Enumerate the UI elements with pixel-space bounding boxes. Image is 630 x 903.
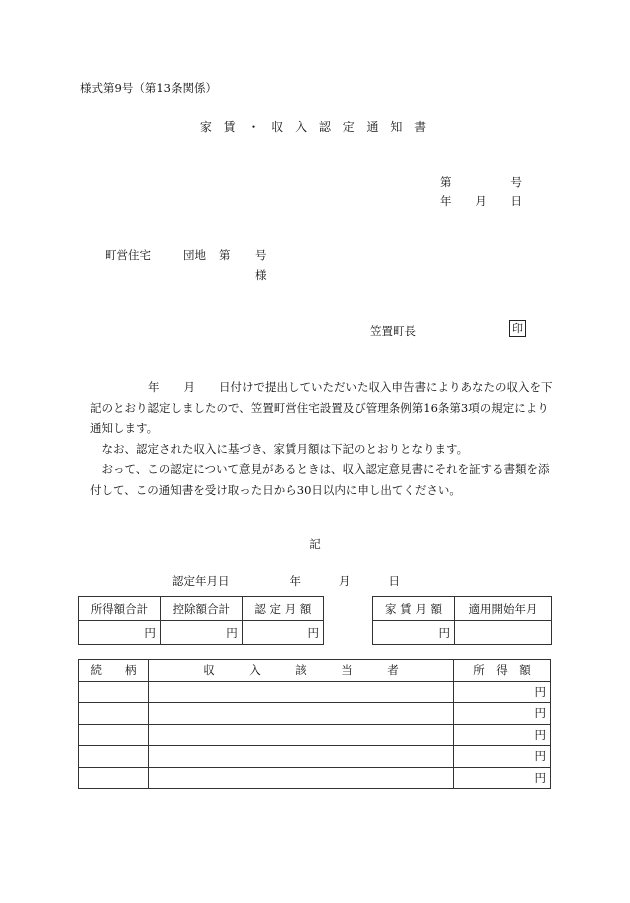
dai-label: 第 [219,248,231,262]
start-month-cell[interactable] [455,621,552,645]
income-amount-header: 所 得 額 [454,660,551,682]
paragraph-1 [90,377,555,439]
month-label: 月 [183,380,195,394]
day-label: 日 [388,574,400,588]
dai-label: 第 [440,175,452,189]
table-row [79,703,551,725]
relationship-cell[interactable] [79,724,149,746]
rent-table [372,596,552,645]
amount-cell[interactable]: 円 [454,703,551,725]
monthly-rent-header: 家 賃 月 額 [373,597,455,621]
household-table [78,659,551,789]
table-row [79,724,551,746]
table-row [79,746,551,768]
year-label: 年 [148,380,160,394]
relationship-cell[interactable] [79,767,149,789]
relationship-cell[interactable] [79,681,149,703]
certification-date-label: 認定年月日 [172,574,230,588]
go-label: 号 [510,175,522,189]
paragraph-1-text: 日付けで提出していただいた収入申告書によりあなたの収入を下記のとおり認定しましたので、笠置町営住宅設置及び管理条例第16条第3項の規定により通知します。 [90,380,553,435]
seal-mark: 印 [509,320,526,337]
amount-cell[interactable]: 円 [454,746,551,768]
monthly-rent-cell[interactable]: 円 [373,621,455,645]
year-label: 年 [440,194,452,208]
year-label: 年 [289,574,301,588]
income-total-cell[interactable]: 円 [79,621,161,645]
issue-date-line [440,193,522,209]
table-row [79,767,551,789]
go-label: 号 [255,248,267,262]
day-label: 日 [510,194,522,208]
person-cell[interactable] [149,746,454,768]
income-person-header: 収 入 該 当 者 [149,660,454,682]
table-row [79,681,551,703]
relationship-cell[interactable] [79,746,149,768]
sama-label: 様 [255,268,267,282]
danchi-label: 団地 [183,248,206,262]
relationship-cell[interactable] [79,703,149,725]
person-cell[interactable] [149,703,454,725]
person-cell[interactable] [149,681,454,703]
page-title: 家 賃 ・ 収 入 認 定 通 知 書 [199,120,431,134]
certified-monthly-header: 認 定 月 額 [242,597,323,621]
start-month-header: 適用開始年月 [455,597,552,621]
deduction-total-cell[interactable]: 円 [160,621,242,645]
recipient-address [105,247,267,263]
amount-cell[interactable]: 円 [454,681,551,703]
paragraph-2: なお、認定された収入に基づき、家賃月額は下記のとおりとなります。 [101,441,469,456]
deduction-total-header: 控除額合計 [160,597,242,621]
relationship-header: 続 柄 [79,660,149,682]
town-housing-label: 町営住宅 [105,248,151,262]
paragraph-3: おって、この認定について意見があるときは、収入認定意見書にそれを証する書類を添付して、この通知書を受け取った日から30日以内に申し出てください。 [90,462,550,497]
mayor-label: 笠置町長 [370,324,416,338]
amount-cell[interactable]: 円 [454,767,551,789]
certified-monthly-cell[interactable]: 円 [242,621,323,645]
notice-body [90,377,555,500]
ki-heading: 記 [309,537,321,551]
income-total-header: 所得額合計 [79,597,161,621]
person-cell[interactable] [149,724,454,746]
document-number-line [440,174,522,190]
income-table [78,596,324,645]
certification-date-line [172,573,400,589]
person-cell[interactable] [149,767,454,789]
month-label: 月 [339,574,351,588]
month-label: 月 [475,194,487,208]
form-number: 様式第9号（第13条関係） [80,81,217,95]
amount-cell[interactable]: 円 [454,724,551,746]
